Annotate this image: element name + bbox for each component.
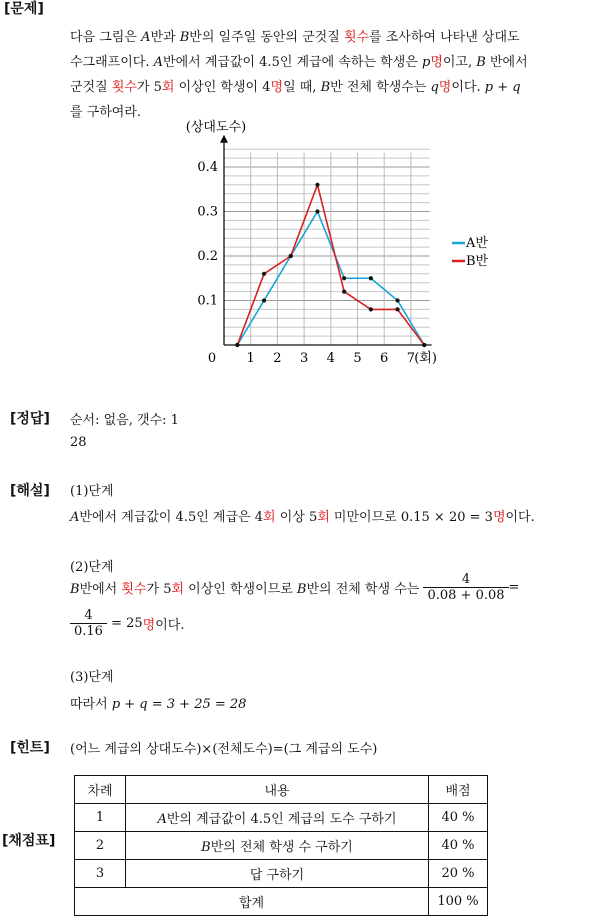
rubric-table: [74, 775, 488, 916]
legend-label: B반: [466, 254, 489, 269]
table-row: [75, 832, 488, 860]
origin-label: 0: [207, 351, 217, 366]
data-point: [395, 298, 399, 302]
x-tick-label: 5: [353, 351, 362, 366]
x-tick-label: 6: [380, 351, 389, 366]
problem-line-1: 다음 그림은 A반과 B반의 일주일 동안의 군것질 횟수를 조사하여 나타낸 상대도: [70, 30, 520, 45]
row-content: A반의 계급값이 4.5인 계급의 도수 구하기: [126, 804, 429, 832]
step1-text: A반에서 계급값이 4.5인 계급은 4회 이상 5회 미만이므로 0.15 × 20 = 3명이다.: [70, 510, 535, 525]
solution-label: [해설]: [10, 483, 50, 499]
fraction-2: $\frac{4}{0.16}$: [70, 608, 107, 639]
row-score: 20 %: [429, 860, 488, 888]
hint-label: [힌트]: [10, 740, 50, 756]
data-point: [395, 307, 399, 311]
data-point: [342, 290, 346, 294]
legend-label: A반: [466, 236, 488, 251]
x-tick-label: 7: [406, 351, 416, 366]
y-tick-label: 0.2: [197, 249, 218, 264]
data-point: [315, 209, 319, 213]
header-content: 내용: [126, 776, 429, 804]
data-point: [369, 276, 373, 280]
answer-label: [정답]: [10, 411, 50, 427]
step2-title: (2)단계: [70, 560, 114, 575]
x-tick-label: 4: [326, 351, 335, 366]
row-no: 1: [75, 804, 126, 832]
data-point: [289, 254, 293, 258]
header-order: 차례: [75, 776, 126, 804]
x-tick-label: 2: [273, 351, 282, 366]
row-content: 답 구하기: [126, 860, 429, 888]
table-row: [75, 860, 488, 888]
row-content: B반의 전체 학생 수 구하기: [126, 832, 429, 860]
answer-value: 28: [70, 435, 87, 450]
hint-text: (어느 계급의 상대도수)×(전체도수)=(그 계급의 도수): [70, 742, 378, 757]
problem-line-4: 를 구하여라.: [70, 105, 142, 120]
problem-label: [문제]: [4, 1, 44, 17]
data-point: [422, 343, 426, 347]
row-score: 40 %: [429, 804, 488, 832]
x-tick-label: 1: [246, 351, 255, 366]
table-row: [75, 804, 488, 832]
rubric-total-row: [75, 888, 488, 916]
total-score: 100 %: [429, 888, 488, 916]
y-tick-label: 0.4: [197, 160, 218, 175]
step2-text-2: $\frac{4}{0.16}$ = 25명이다.: [70, 608, 184, 639]
step3-title: (3)단계: [70, 670, 114, 685]
data-point: [369, 307, 373, 311]
rubric-header-row: [75, 776, 488, 804]
total-label: 합계: [75, 888, 429, 916]
problem-line-2: 수그래프이다. A반에서 계급값이 4.5인 계급에 속하는 학생은 p명이고, B 반에서: [70, 55, 528, 70]
rubric-label: [채점표]: [2, 833, 56, 849]
x-axis-label: (회): [414, 351, 437, 366]
answer-line-1: 순서: 없음, 갯수: 1: [70, 413, 179, 428]
row-score: 40 %: [429, 832, 488, 860]
row-no: 3: [75, 860, 126, 888]
data-point: [315, 183, 319, 187]
data-point: [262, 272, 266, 276]
row-no: 2: [75, 832, 126, 860]
step2-text: B반에서 횟수가 5회 이상인 학생이므로 B반의 전체 학생 수는 $\frac{4}{0.08 + 0.08}$ =: [70, 572, 520, 603]
header-score: 배점: [429, 776, 488, 804]
relative-frequency-polygon: [0, 119, 603, 368]
data-point: [235, 343, 239, 347]
y-axis-arrow: [220, 135, 228, 143]
y-axis-label: (상대도수): [185, 119, 247, 135]
data-point: [262, 298, 266, 302]
data-point: [342, 276, 346, 280]
x-tick-label: 3: [299, 351, 309, 366]
y-tick-label: 0.3: [197, 204, 218, 220]
problem-line-3: 군것질 횟수가 5회 이상인 학생이 4명일 때, B반 전체 학생수는 q명이다. p + q: [70, 80, 521, 95]
step3-text: 따라서 p + q = 3 + 25 = 28: [70, 697, 247, 712]
fraction-1: $\frac{4}{0.08 + 0.08}$: [423, 572, 508, 603]
step1-title: (1)단계: [70, 484, 114, 499]
y-tick-label: 0.1: [197, 293, 218, 309]
